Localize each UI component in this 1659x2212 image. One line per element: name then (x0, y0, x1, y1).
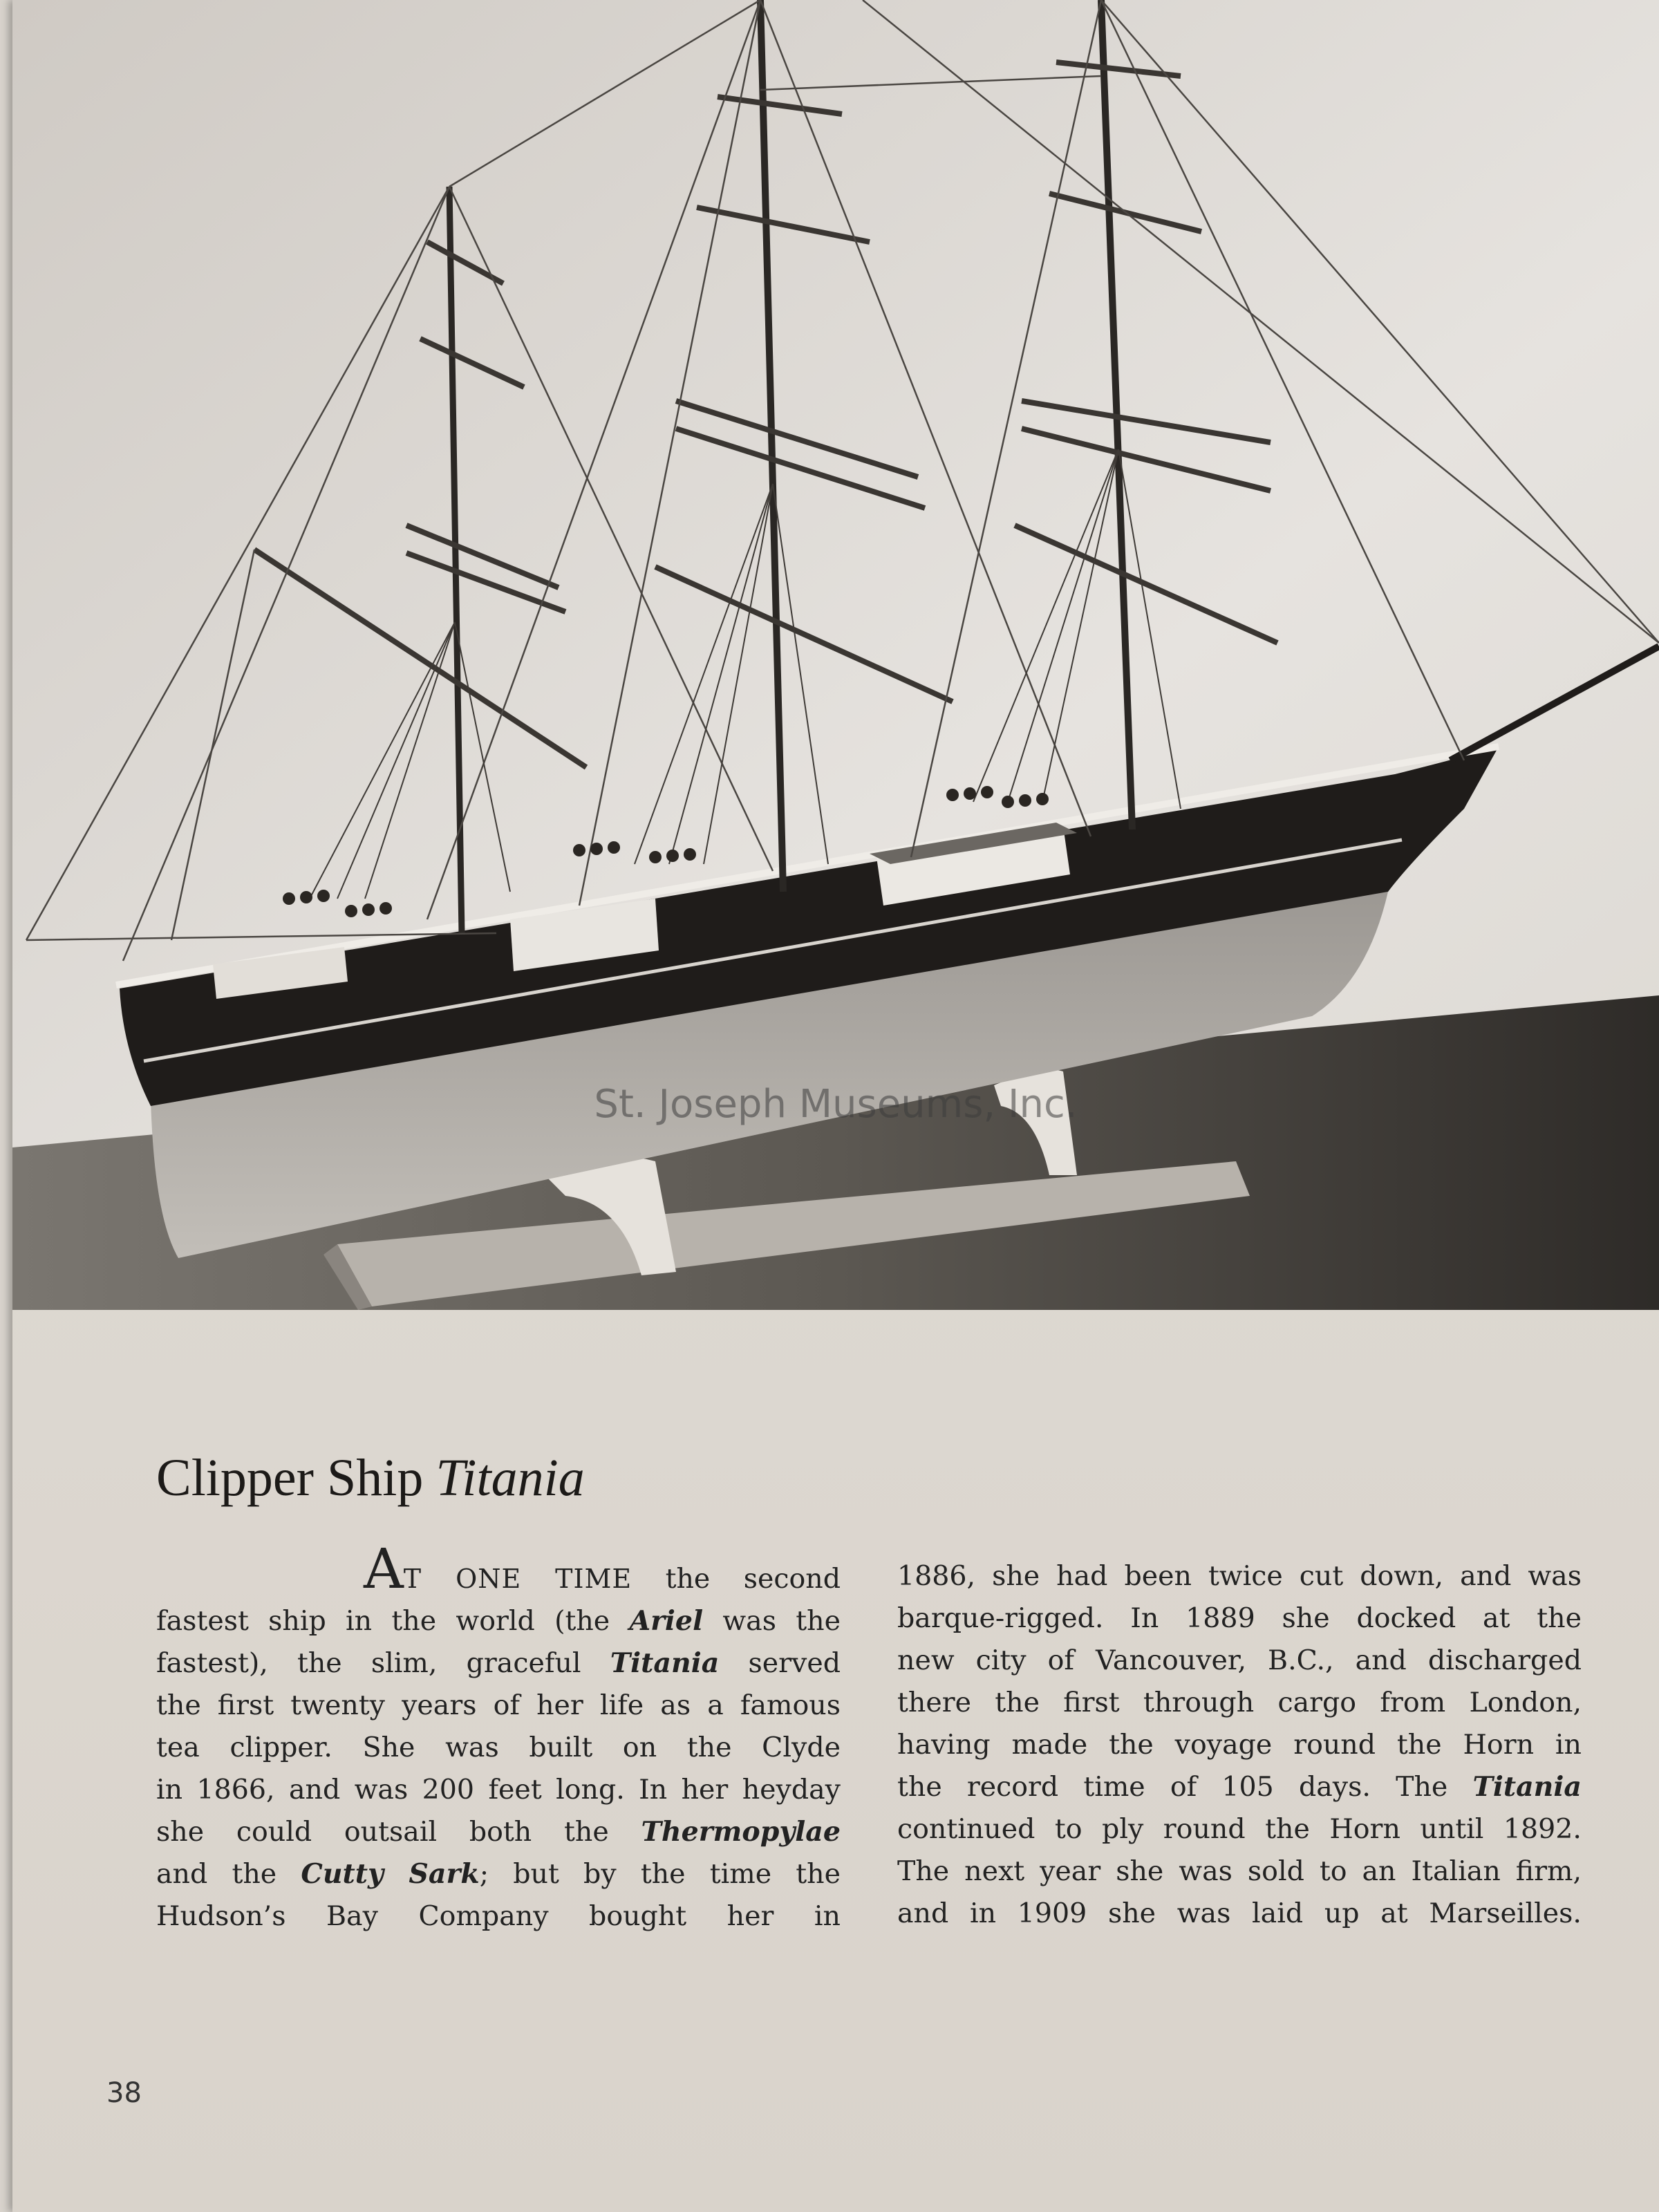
text-line: The next year she was sold to an Italian firm, (897, 1855, 1582, 1887)
text-line: new city of Vancouver, B.C., and discharged (897, 1644, 1582, 1676)
text-line: fastest ship in the world (the Ariel was the (156, 1605, 841, 1637)
text-line: the first twenty years of her life as a famous (156, 1689, 841, 1721)
text-line: she could outsail both the Thermopylae (156, 1816, 841, 1848)
text-line: and the Cutty Sark; but by the time the (156, 1858, 841, 1890)
text-line: the record time of 105 days. The Titania (897, 1771, 1582, 1803)
text-line: 1886, she had been twice cut down, and was (897, 1560, 1582, 1592)
text-line: and in 1909 she was laid up at Marseilles. (897, 1897, 1582, 1929)
drop-cap: A (364, 1537, 404, 1601)
article-title (156, 1448, 585, 1508)
text-line: having made the voyage round the Horn in (897, 1729, 1582, 1761)
book-page (12, 0, 1659, 2212)
watermark: St. Joseph Museums, Inc. (594, 1082, 1078, 1127)
page-number: 38 (106, 2077, 142, 2109)
text-line: in 1866, and was 200 feet long. In her heyday (156, 1774, 841, 1806)
text-line: Hudson’s Bay Company bought her in (156, 1900, 841, 1932)
title-ship-name: Titania (435, 1449, 585, 1507)
text-line: barque-rigged. In 1889 she docked at the (897, 1602, 1582, 1634)
body-column-right (897, 1555, 1582, 1935)
text-line: there the first through cargo from London, (897, 1687, 1582, 1718)
text-line: AT ONE TIME the second (364, 1537, 841, 1601)
text-line: fastest), the slim, graceful Titania served (156, 1647, 841, 1679)
text-line: continued to ply round the Horn until 1892. (897, 1813, 1582, 1845)
text-line: tea clipper. She was built on the Clyde (156, 1732, 841, 1763)
body-column-left (156, 1537, 841, 1938)
title-plain: Clipper Ship (156, 1449, 424, 1507)
